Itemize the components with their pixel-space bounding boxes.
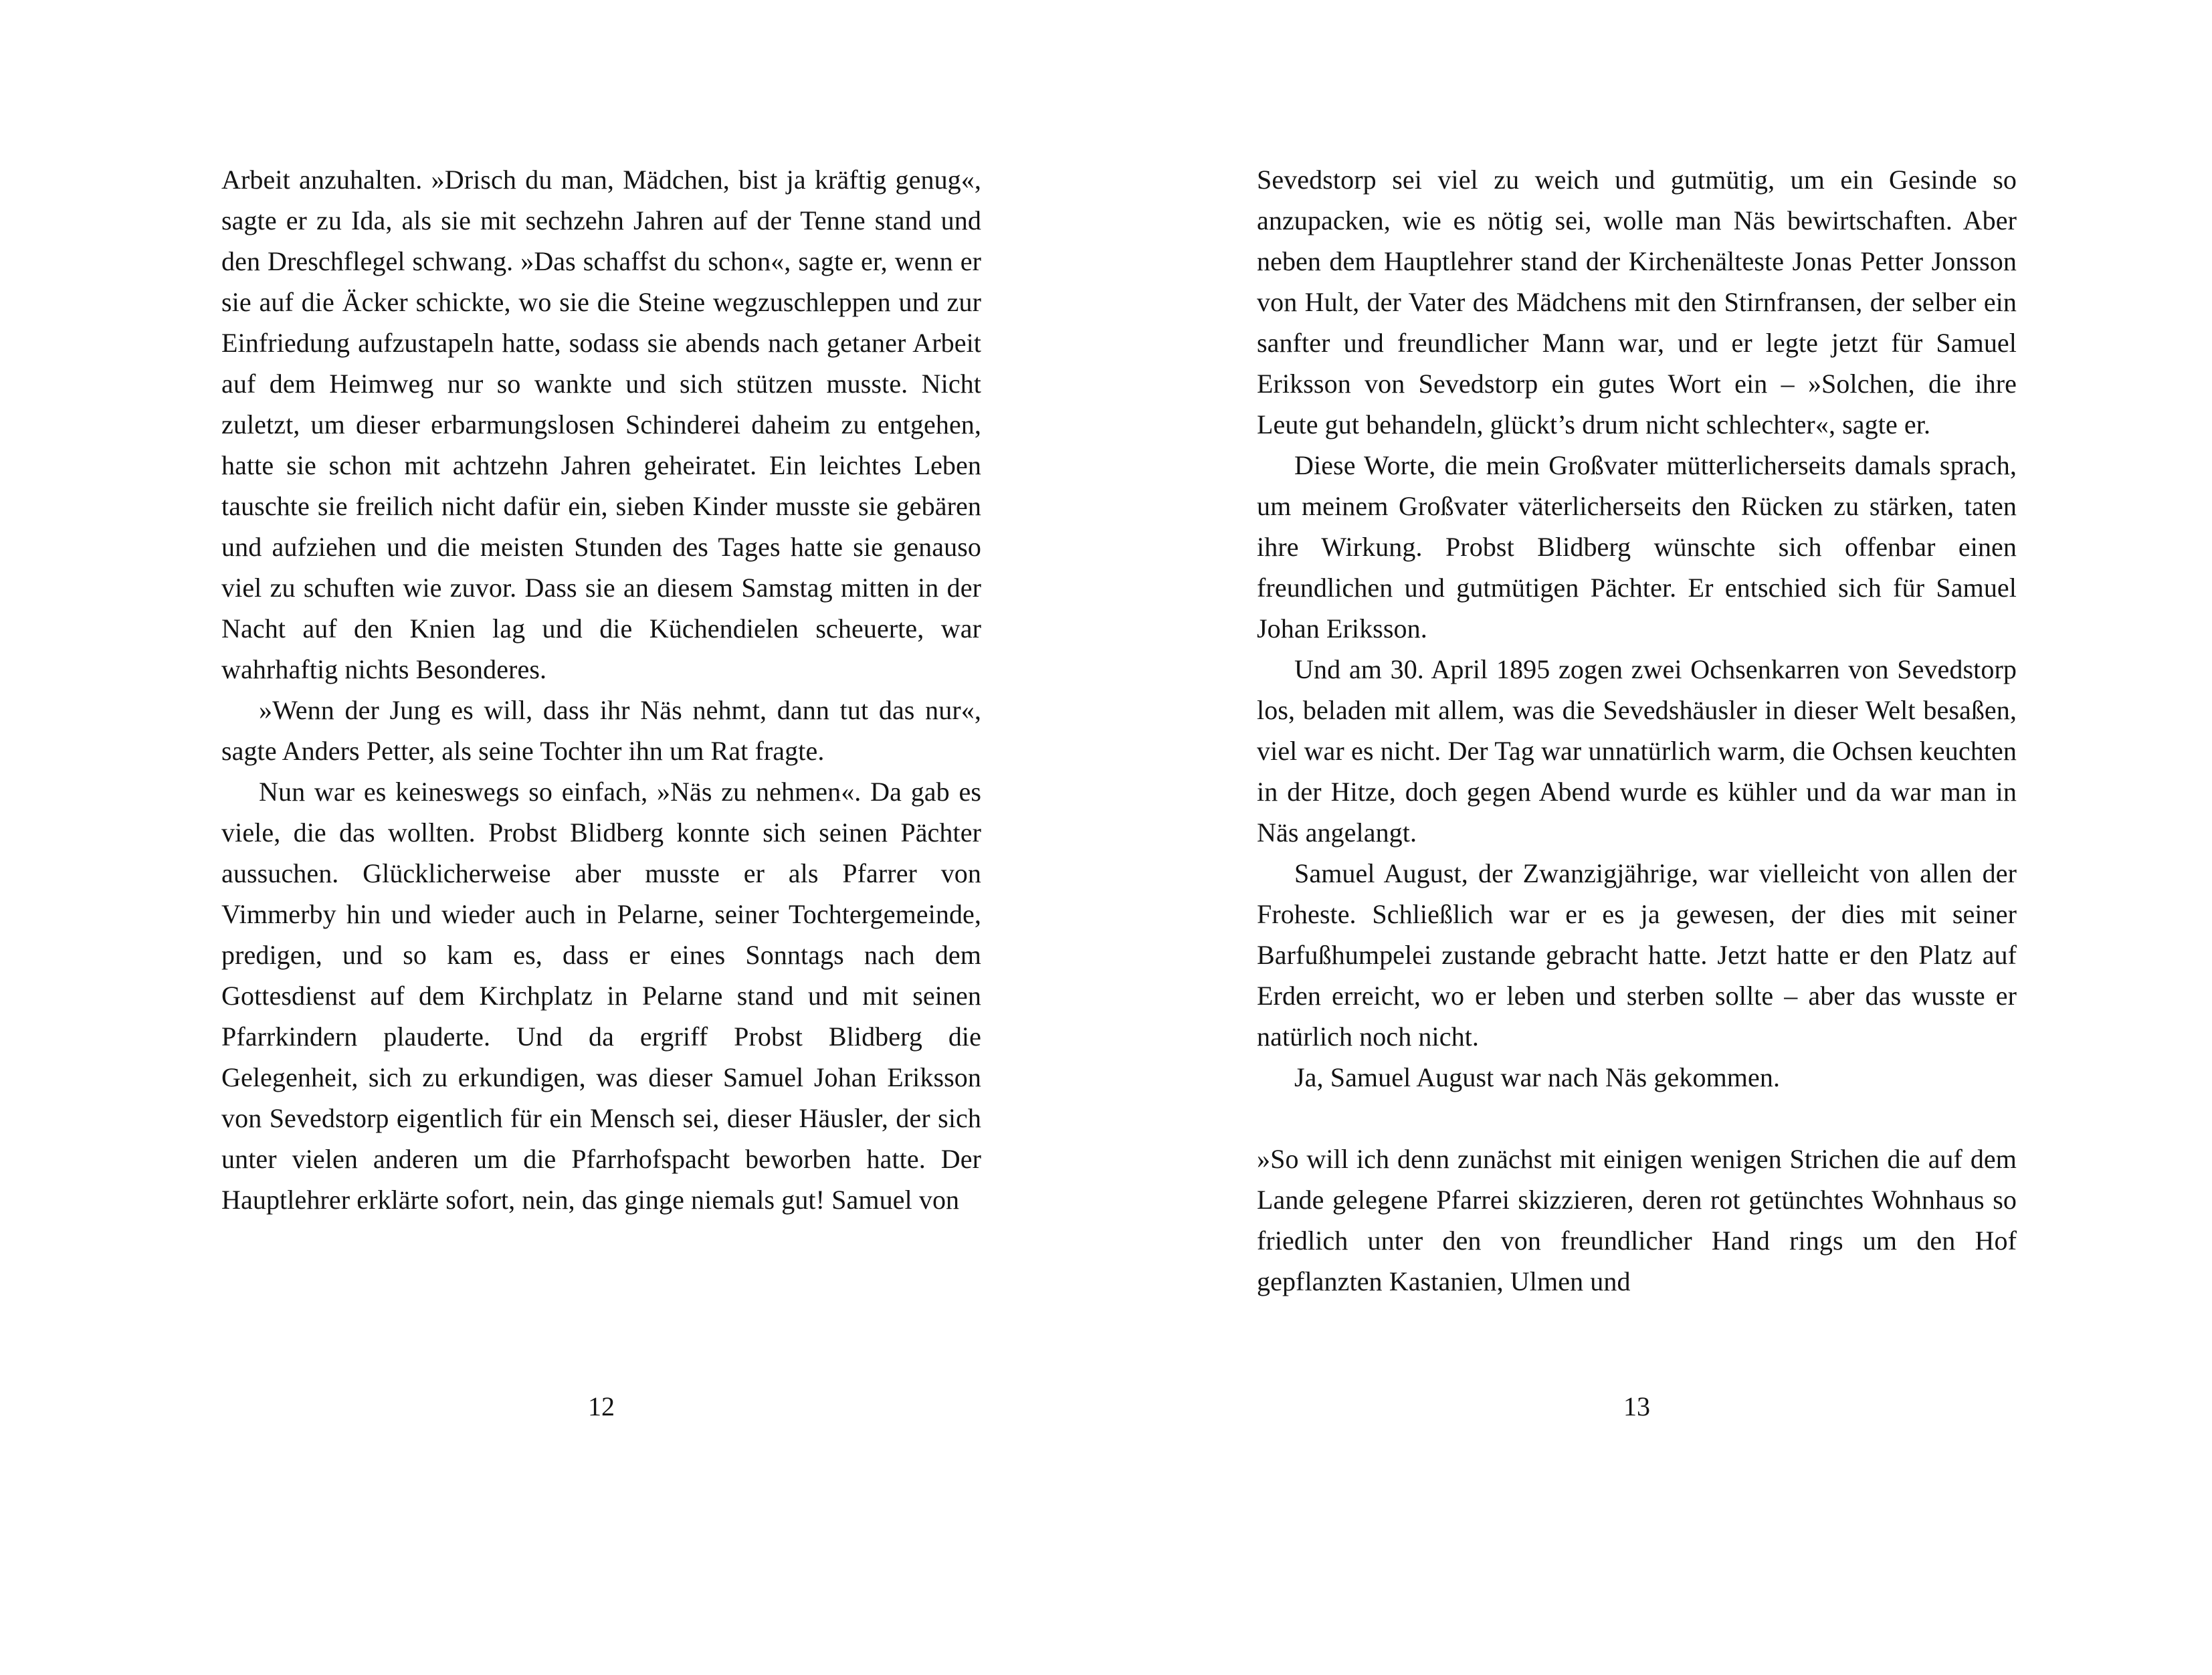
paragraph: Nun war es keineswegs so einfach, »Näs zu nehmen«. Da gab es viele, die das wollten. Probst Blidberg konnte sich seinen Pächter aussuchen. Glücklicherweise aber musste er als Pfarrer von Vimmerby hin und wieder auch in Pelarne, seiner Tochtergemeinde, predigen, und so kam es, dass er eines Sonntags nach dem Gottesdienst auf dem Kirchplatz in Pelarne stand und mit seinen Pfarrkindern plauderte. Und da ergriff Probst Blidberg die Gelegenheit, sich zu erkundigen, was dieser Samuel Johan Eriksson von Sevedstorp eigentlich für ein Mensch sei, dieser Häusler, der sich unter vielen anderen um die Pfarrhofspacht beworben hatte. Der Hauptlehrer erklärte sofort, nein, das ginge niemals gut! Samuel von [221,777,981,1215]
page-right [1106,0,2212,1675]
paragraph-continuation: Sevedstorp sei viel zu weich und gutmütig, um ein Gesinde so anzupacken, wie es nötig sei, wolle man Näs bewirtschaften. Aber neben dem Hauptlehrer stand der Kirchenälteste Jonas Petter Jonsson von Hult, der Vater des Mädchens mit den Stirnfransen, der selber ein sanfter und freundlicher Mann war, und er legte jetzt für Samuel Eriksson von Sevedstorp ein gutes Wort ein – »Solchen, die ihre Leute gut behandeln, glückt’s drum nicht schlechter«, sagte er. [1257,165,2017,439]
paragraph: Und am 30. April 1895 zogen zwei Ochsenkarren von Sevedstorp los, beladen mit allem, was die Sevedshäusler in dieser Welt besaßen, viel war es nicht. Der Tag war unnatürlich warm, die Ochsen keuchten in der Hitze, doch gegen Abend wurde es kühler und da war man in Näs angelangt. [1257,654,2017,848]
page-number-left: 12 [588,1391,615,1421]
paragraph: Samuel August, der Zwanzigjährige, war vielleicht von allen der Froheste. Schließlich war er es ja gewesen, der dies mit seiner Barfußhumpelei zustande gebracht hatte. Jetzt hatte er den Platz auf Erden erreicht, wo er leben und sterben sollte – aber das wusste er natürlich noch nicht. [1257,858,2017,1052]
paragraph-continuation: Arbeit anzuhalten. »Drisch du man, Mädchen, bist ja kräftig genug«, sagte er zu Ida, als sie mit sechzehn Jahren auf der Tenne stand und den Dreschflegel schwang. »Das schaffst du schon«, sagte er, wenn er sie auf die Äcker schickte, wo sie die Steine wegzuschleppen und zur Einfriedung aufzustapeln hatte, sodass sie abends nach getaner Arbeit auf dem Heimweg nur so wankte und sich stützen musste. Nicht zuletzt, um dieser erbarmungslosen Schinderei daheim zu entgehen, hatte sie schon mit achtzehn Jahren geheiratet. Ein leichtes Leben tauschte sie freilich nicht dafür ein, sieben Kinder musste sie gebären und aufziehen und die meisten Stunden des Tages hatte sie genauso viel zu schuften wie zuvor. Dass sie an diesem Samstag mitten in der Nacht auf den Knien lag und die Küchendielen scheuerte, war wahrhaftig nichts Besonderes. [221,165,981,684]
page-right-text [1257,159,2017,1302]
paragraph: »Wenn der Jung es will, dass ihr Näs nehmt, dann tut das nur«, sagte Anders Petter, als seine Tochter ihn um Rat fragte. [221,695,981,766]
paragraph-new-section: »So will ich denn zunächst mit einigen wenigen Strichen die auf dem Lande gelegene Pfarrei skizzieren, deren rot getünchtes Wohnhaus so friedlich unter den von freundlicher Hand rings um den Hof gepflanzten Kastanien, Ulmen und [1257,1144,2017,1296]
paragraph: Diese Worte, die mein Großvater mütterlicherseits damals sprach, um meinem Großvater väterlicherseits den Rücken zu stärken, taten ihre Wirkung. Probst Blidberg wünschte sich offenbar einen freundlichen und gutmütigen Pächter. Er entschied sich für Samuel Johan Eriksson. [1257,450,2017,644]
paragraph: Ja, Samuel August war nach Näs gekommen. [1294,1062,1781,1092]
page-number-right: 13 [1623,1391,1650,1421]
page-left-text [221,159,981,1220]
